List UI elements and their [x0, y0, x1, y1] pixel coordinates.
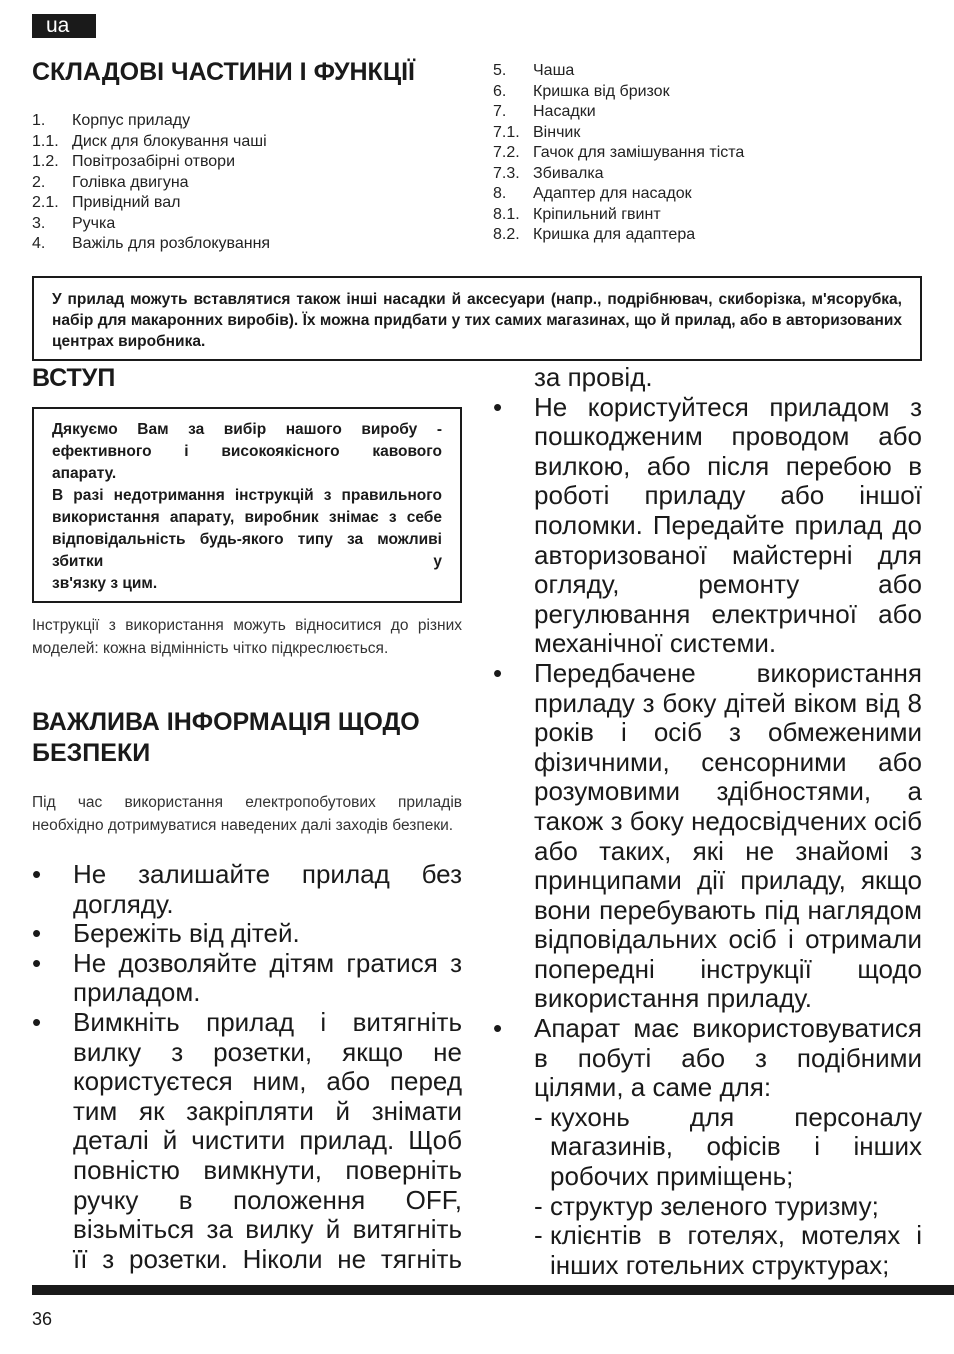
list-item-label: Привідний вал: [72, 194, 181, 211]
thank-you-text-body: Дякуємо Вам за вибір нашого виробу - ефективного і високоякісного кавового: [52, 421, 442, 460]
list-item: [32, 919, 462, 949]
list-item-label: Насадки: [533, 103, 596, 120]
list-item-number: 2.1.: [32, 194, 59, 211]
dash-icon: -: [534, 1190, 543, 1221]
safety-list-left: [32, 860, 462, 1274]
list-item: [32, 214, 270, 235]
list-item: [493, 659, 922, 1014]
list-item-label: Ручка: [72, 214, 116, 232]
list-item-number: 7.1.: [493, 123, 520, 141]
list-item-text: Передбачене використання приладу з боку дітей віком від 8 років і осіб з обмеженими фізичними, сенсорними або розумовими здібностями, а також з боку недосвідчених осіб або таких, які не знайомі з принципами дії приладу, якщо вони перебувають під наглядом відповідальних осіб і отримали попередні інструкції щодо використання приладу.: [534, 657, 922, 1014]
list-item-number: 7.: [493, 103, 507, 120]
list-item-number: 2.: [32, 173, 46, 191]
bullet-icon: •: [493, 657, 503, 688]
list-item: [32, 1008, 462, 1274]
bullet-icon: •: [493, 391, 503, 422]
thank-you-box: [32, 407, 462, 603]
sub-list: [493, 1103, 922, 1281]
parts-list-right: [493, 61, 744, 246]
list-item-label: Корпус приладу: [72, 112, 191, 129]
list-item: [32, 949, 462, 1008]
list-item: [493, 82, 744, 103]
list-item-number: 5.: [493, 62, 507, 79]
list-item-number: 1.2.: [32, 153, 59, 170]
list-item-label: Кришка для адаптера: [533, 226, 696, 243]
list-item-number: 8.1.: [493, 205, 520, 223]
parts-list-left: [32, 111, 270, 255]
bullet-icon: •: [493, 1013, 503, 1044]
list-item-label: Голівка двигуна: [72, 173, 189, 191]
thank-you-text: [52, 419, 442, 485]
list-item-label: Повітрозабірні отвори: [72, 153, 236, 170]
disclaimer-text: [52, 485, 442, 595]
dash-icon: -: [534, 1220, 543, 1251]
list-item: [32, 132, 270, 153]
list-item: [493, 102, 744, 123]
list-item: [493, 164, 744, 185]
safety-list-right: [493, 363, 922, 1280]
list-item: [32, 152, 270, 173]
list-item-number: 4.: [32, 235, 46, 252]
thank-you-text-end: апарату.: [52, 465, 117, 482]
accessories-notice-box: [32, 276, 922, 361]
sub-list-item-text: кухонь для персоналу магазинів, офісів і інших робочих приміщень;: [550, 1101, 922, 1192]
safety-heading-line-2: БЕЗПЕКИ: [32, 739, 151, 767]
list-item-text: Бережіть від дітей.: [73, 918, 300, 949]
disclaimer-text-end: зв'язку з цим.: [52, 575, 158, 592]
list-item-text: Не залишайте прилад без догляду.: [73, 859, 462, 919]
sub-list-item: [534, 1192, 922, 1222]
list-item-label: Гачок для замішування тіста: [533, 144, 745, 161]
list-item: [493, 61, 744, 82]
list-item-number: 7.2.: [493, 144, 520, 161]
list-item-label: Збивалка: [533, 164, 604, 182]
safety-heading-line-1: ВАЖЛИВА ІНФОРМАЦІЯ ЩОДО: [32, 708, 420, 736]
list-item-number: 1.1.: [32, 132, 59, 150]
bullet-icon: •: [32, 859, 42, 889]
dash-icon: -: [534, 1101, 543, 1132]
list-item-label: Кришка від бризок: [533, 82, 670, 100]
list-item-number: 7.3.: [493, 164, 520, 182]
page-number: 36: [32, 1309, 53, 1329]
list-item-text: Не користуйтеся приладом з пошкодженим проводом або вилкою, або після перебою в роботі приладу або іншої поломки. Передайте прилад до авторизованої майстерні для огляду, ремонту або регулювання електричної або механічної системи.: [534, 391, 922, 659]
list-item-text: Вимкніть прилад і витягніть вилку з розетки, якщо не користуєтеся ним, або перед тим як закріпляти й знімати деталі й чистити прилад. Щоб повністю вимкнути, поверніть ручку в положення OFF, візьміться за вилку й витягніть її з розетки. Ніколи не тягніть: [73, 1006, 462, 1274]
list-item-label: Кріпильний гвинт: [533, 205, 661, 223]
list-item-number: 1.: [32, 112, 46, 129]
list-item: [32, 173, 270, 194]
list-item-label: Адаптер для насадок: [533, 185, 692, 202]
language-tag: ua: [32, 14, 96, 38]
sub-list-item: [534, 1103, 922, 1192]
disclaimer-text-body: В разі недотримання інструкцій з правильного використання апарату, виробник знімає з себе відповідальність будь-якого типу за можливі збитки у: [52, 487, 442, 570]
list-item: [493, 123, 744, 144]
intro-heading: ВСТУП: [32, 364, 116, 392]
list-item-text: Апарат має використовуватися в побуті або з подібними цілями, а саме для:: [534, 1013, 922, 1103]
footer-divider: [32, 1285, 954, 1295]
list-item: [493, 393, 922, 659]
list-item: [493, 143, 744, 164]
list-item-number: 8.2.: [493, 226, 520, 243]
list-item: [32, 234, 270, 255]
sub-list-item-text: структур зеленого туризму;: [550, 1190, 879, 1221]
list-item: [32, 860, 462, 919]
list-item-number: 8.: [493, 185, 507, 202]
list-item-label: Диск для блокування чаші: [72, 132, 267, 150]
continuation-text: за провід.: [534, 362, 653, 392]
bullet-icon: •: [32, 918, 42, 949]
list-item: [493, 225, 744, 246]
list-item-label: Вінчик: [533, 123, 581, 141]
list-item: [32, 111, 270, 132]
list-item-label: Чаша: [533, 62, 575, 79]
sub-list-item: [534, 1221, 922, 1280]
list-item: [493, 205, 744, 226]
list-item: [32, 193, 270, 214]
models-note: Інструкції з використання можуть відноситися до різних моделей: кожна відмінність чітко підкреслюється.: [32, 617, 462, 657]
list-item-number: 6.: [493, 82, 507, 100]
sub-list-item-text: клієнтів в готелях, мотелях і інших готельних структурах;: [550, 1220, 922, 1280]
safety-lead: Під час використання електропобутових приладів необхідно дотримуватися наведених далі заходів безпеки.: [32, 794, 462, 834]
list-item-label: Важіль для розблокування: [72, 235, 271, 252]
parts-heading: СКЛАДОВІ ЧАСТИНИ І ФУНКЦІЇ: [32, 58, 415, 86]
list-item-text: Не дозволяйте дітям гратися з приладом.: [73, 947, 462, 1008]
safety-heading: [32, 707, 420, 769]
list-item-number: 3.: [32, 214, 46, 232]
list-item: [493, 184, 744, 205]
bullet-icon: •: [32, 1006, 42, 1037]
bullet-icon: •: [32, 947, 42, 978]
accessories-notice-text: У прилад можуть вставлятися також інші насадки й аксесуари (напр., подрібнювач, скиборізка, м'ясорубка, набір для макаронних виробів). Їх можна придбати у тих самих магазинах, що й прилад, або в авторизованих центрах виробника.: [52, 291, 902, 350]
list-item: [493, 1014, 922, 1103]
